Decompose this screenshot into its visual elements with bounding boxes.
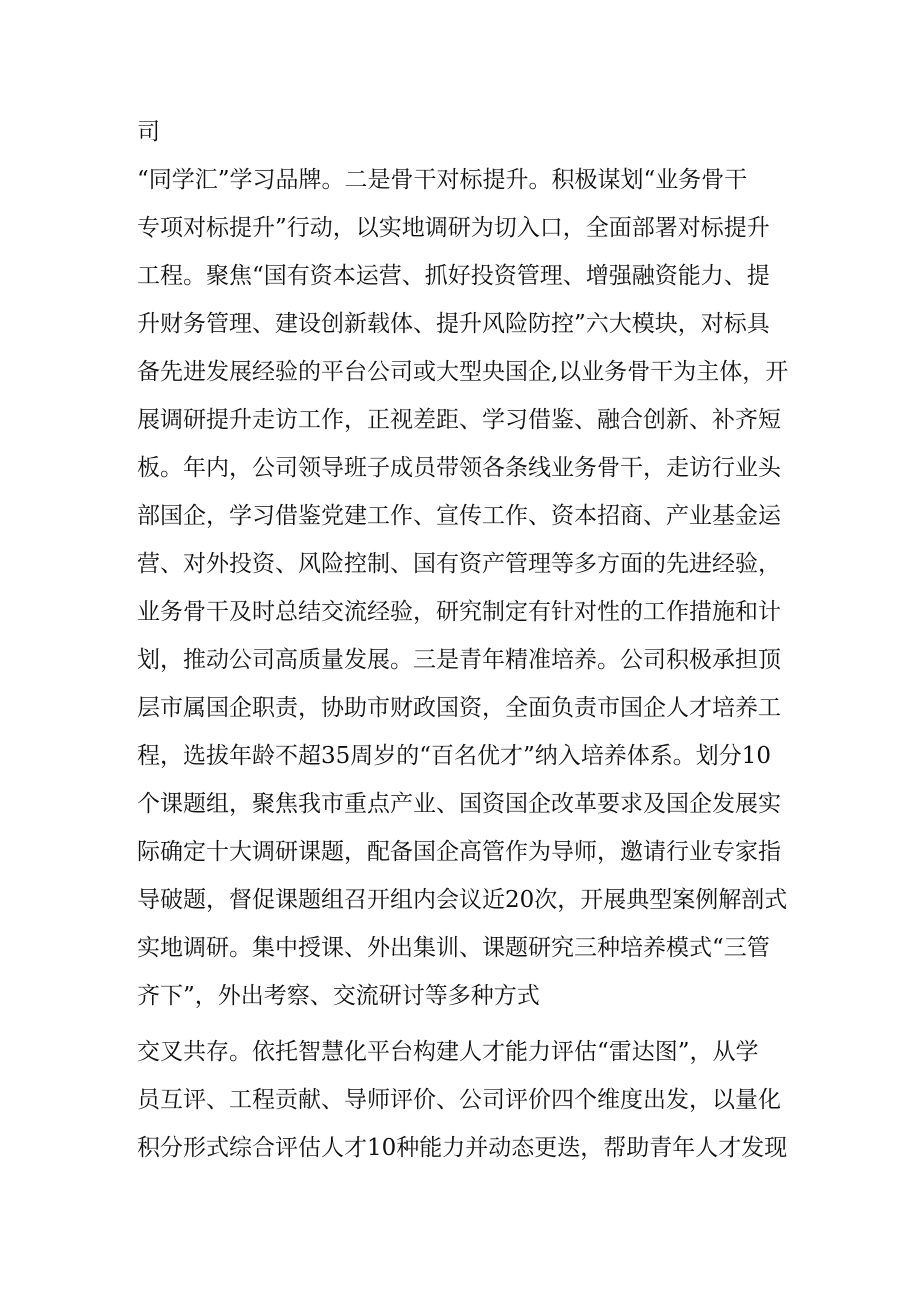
text-line: 积分形式综合评估人才10种能力并动态更迭，帮助青年人才发现 [137, 1135, 788, 1161]
text-line: 实地调研。集中授课、外出集训、课题研究三种培养模式“三管 [137, 935, 770, 961]
text-line: 员互评、工程贡献、导师评价、公司评价四个维度出发，以量化 [137, 1087, 781, 1113]
text-line: 层市属国企职责，协助市财政国资，全面负责市国企人才培养工 [137, 695, 781, 721]
text-line: 划，推动公司高质量发展。三是青年精准培养。公司积极承担顶 [137, 647, 781, 673]
text-line: 导破题，督促课题组召开组内会议近20次，开展典型案例解剖式 [137, 887, 788, 913]
text-line: 部国企，学习借鉴党建工作、宣传工作、资本招商、产业基金运 [137, 503, 781, 529]
text-line: 备先进发展经验的平台公司或大型央国企,以业务骨干为主体，开 [137, 359, 789, 385]
text-line: “同学汇”学习品牌。二是骨干对标提升。积极谋划“业务骨干 [137, 167, 748, 193]
text-line: 际确定十大调研课题，配备国企高管作为导师，邀请行业专家指 [137, 839, 781, 865]
text-line: 个课题组，聚焦我市重点产业、国资国企改革要求及国企发展实 [137, 791, 781, 817]
text-line: 专项对标提升”行动，以实地调研为切入口，全面部署对标提升 [137, 215, 770, 241]
text-line: 板。年内，公司领导班子成员带领各条线业务骨干，走访行业头 [137, 455, 781, 481]
text-line: 营、对外投资、风险控制、国有资产管理等多方面的先进经验， [137, 551, 781, 577]
text-line: 工程。聚焦“国有资本运营、抓好投资管理、增强融资能力、提 [137, 263, 770, 289]
text-line: 交叉共存。依托智慧化平台构建人才能力评估“雷达图”，从学 [137, 1039, 759, 1065]
text-line: 司 [137, 119, 160, 145]
text-line: 程，选拔年龄不超35周岁的“百名优才”纳入培养体系。划分10 [137, 743, 772, 769]
text-line: 业务骨干及时总结交流经验，研究制定有针对性的工作措施和计 [137, 599, 781, 625]
text-line: 升财务管理、建设创新载体、提升风险防控”六大模块，对标具 [137, 311, 770, 337]
text-line: 齐下”，外出考察、交流研讨等多种方式 [137, 983, 540, 1009]
text-line: 展调研提升走访工作，正视差距、学习借鉴、融合创新、补齐短 [137, 407, 781, 433]
